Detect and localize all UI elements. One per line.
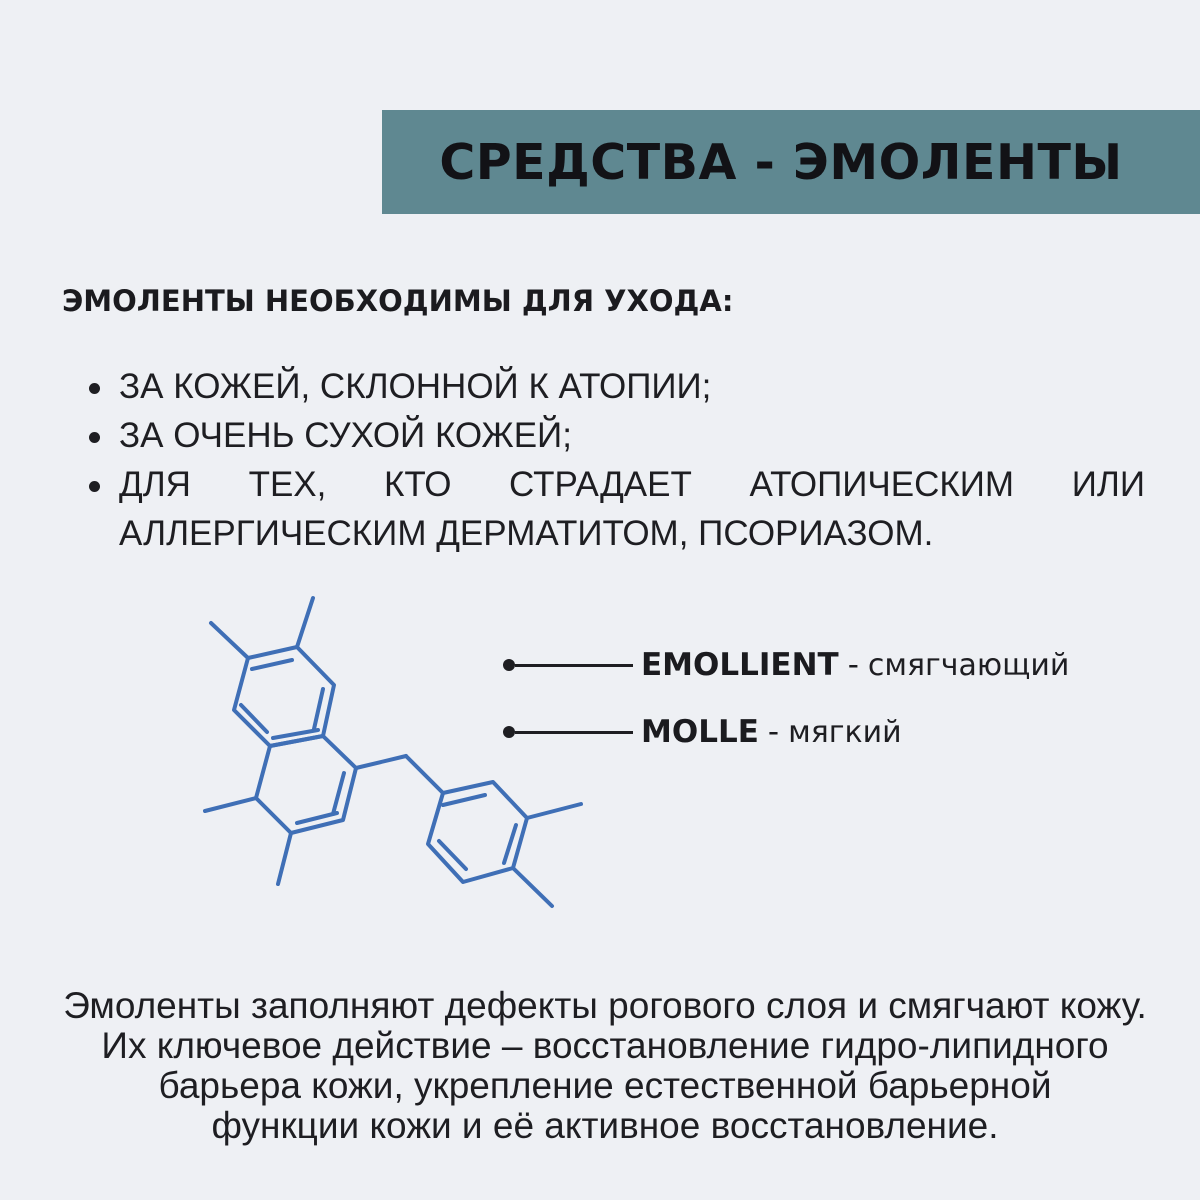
list-item bbox=[85, 460, 1145, 558]
bullet-list bbox=[85, 362, 1145, 558]
description-line: функции кожи и её активное восстановление. bbox=[211, 1105, 999, 1146]
page-title: СРЕДСТВА - ЭМОЛЕНТЫ bbox=[439, 133, 1123, 191]
pointer-line bbox=[515, 664, 633, 667]
description-paragraph bbox=[40, 986, 1170, 1146]
list-item bbox=[85, 411, 1145, 460]
bullet-dot-icon bbox=[89, 432, 100, 443]
term-word: EMOLLIENT bbox=[641, 647, 839, 683]
list-item-text: ДЛЯ ТЕХ, КТО СТРАДАЕТ АТОПИЧЕСКИМ ИЛИ АЛЛЕРГИЧЕСКИМ ДЕРМАТИТОМ, ПСОРИАЗОМ. bbox=[119, 465, 1145, 553]
bullet-dot-icon bbox=[89, 481, 100, 492]
description-line: Их ключевое действие – восстановление гидро-липидного bbox=[101, 1025, 1109, 1066]
section-heading: ЭМОЛЕНТЫ НЕОБХОДИМЫ ДЛЯ УХОДА: bbox=[62, 284, 734, 318]
term-word: MOLLE bbox=[641, 714, 759, 750]
term-separator: - bbox=[767, 714, 780, 750]
pointer-dot-icon bbox=[503, 659, 515, 671]
pointer-line bbox=[515, 731, 633, 734]
term-meaning: мягкий bbox=[788, 714, 902, 750]
list-item-text: ЗА КОЖЕЙ, СКЛОННОЙ К АТОПИИ; bbox=[119, 367, 712, 406]
description-line: Эмоленты заполняют дефекты рогового слоя и смягчают кожу. bbox=[63, 985, 1147, 1026]
term-separator: - bbox=[847, 647, 859, 683]
term-row-emollient bbox=[503, 645, 1069, 685]
title-banner bbox=[382, 110, 1200, 214]
pointer-dot-icon bbox=[503, 726, 515, 738]
bullet-dot-icon bbox=[89, 383, 100, 394]
list-item-text: ЗА ОЧЕНЬ СУХОЙ КОЖЕЙ; bbox=[119, 416, 572, 455]
molecule-structure-icon bbox=[190, 590, 590, 920]
term-meaning: смягчающий bbox=[867, 647, 1070, 683]
list-item bbox=[85, 362, 1145, 411]
term-row-molle bbox=[503, 712, 902, 752]
description-line: барьера кожи, укрепление естественной барьерной bbox=[158, 1065, 1052, 1106]
